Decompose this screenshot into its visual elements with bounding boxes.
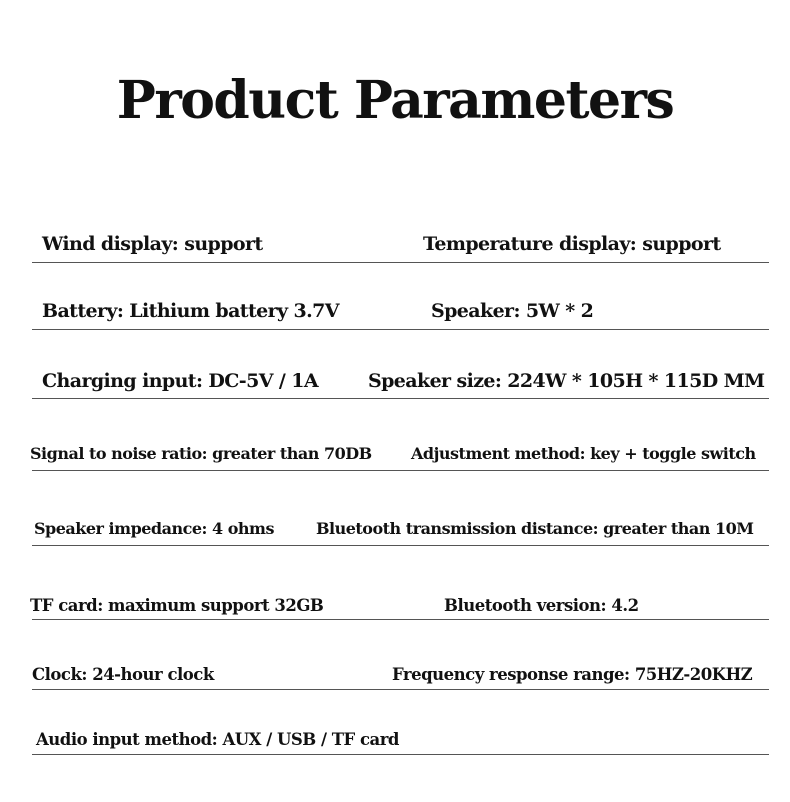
page-title: Product Parameters: [116, 70, 674, 131]
row-divider: [32, 329, 769, 330]
param-wind-display: Wind display: support: [42, 233, 263, 255]
row-divider: [32, 545, 769, 546]
param-temperature-display: Temperature display: support: [423, 233, 721, 255]
param-speaker-impedance: Speaker impedance: 4 ohms: [34, 519, 274, 538]
row-divider: [32, 398, 769, 399]
param-charging-input: Charging input: DC-5V / 1A: [42, 370, 318, 392]
param-bluetooth-distance: Bluetooth transmission distance: greater than 10M: [316, 519, 754, 538]
row-divider: [32, 689, 769, 690]
row-divider: [32, 754, 769, 755]
param-frequency-response: Frequency response range: 75HZ-20KHZ: [392, 665, 753, 684]
param-battery: Battery: Lithium battery 3.7V: [42, 300, 339, 322]
param-tf-card: TF card: maximum support 32GB: [30, 596, 324, 615]
param-bluetooth-version: Bluetooth version: 4.2: [444, 596, 639, 615]
row-divider: [32, 262, 769, 263]
row-divider: [32, 470, 769, 471]
param-adjustment-method: Adjustment method: key + toggle switch: [411, 444, 756, 463]
param-speaker: Speaker: 5W * 2: [431, 300, 594, 322]
row-divider: [32, 619, 769, 620]
param-audio-input-method: Audio input method: AUX / USB / TF card: [36, 730, 399, 749]
param-signal-to-noise: Signal to noise ratio: greater than 70DB: [30, 444, 372, 463]
param-speaker-size: Speaker size: 224W * 105H * 115D MM: [368, 370, 765, 392]
param-clock: Clock: 24-hour clock: [32, 665, 214, 684]
